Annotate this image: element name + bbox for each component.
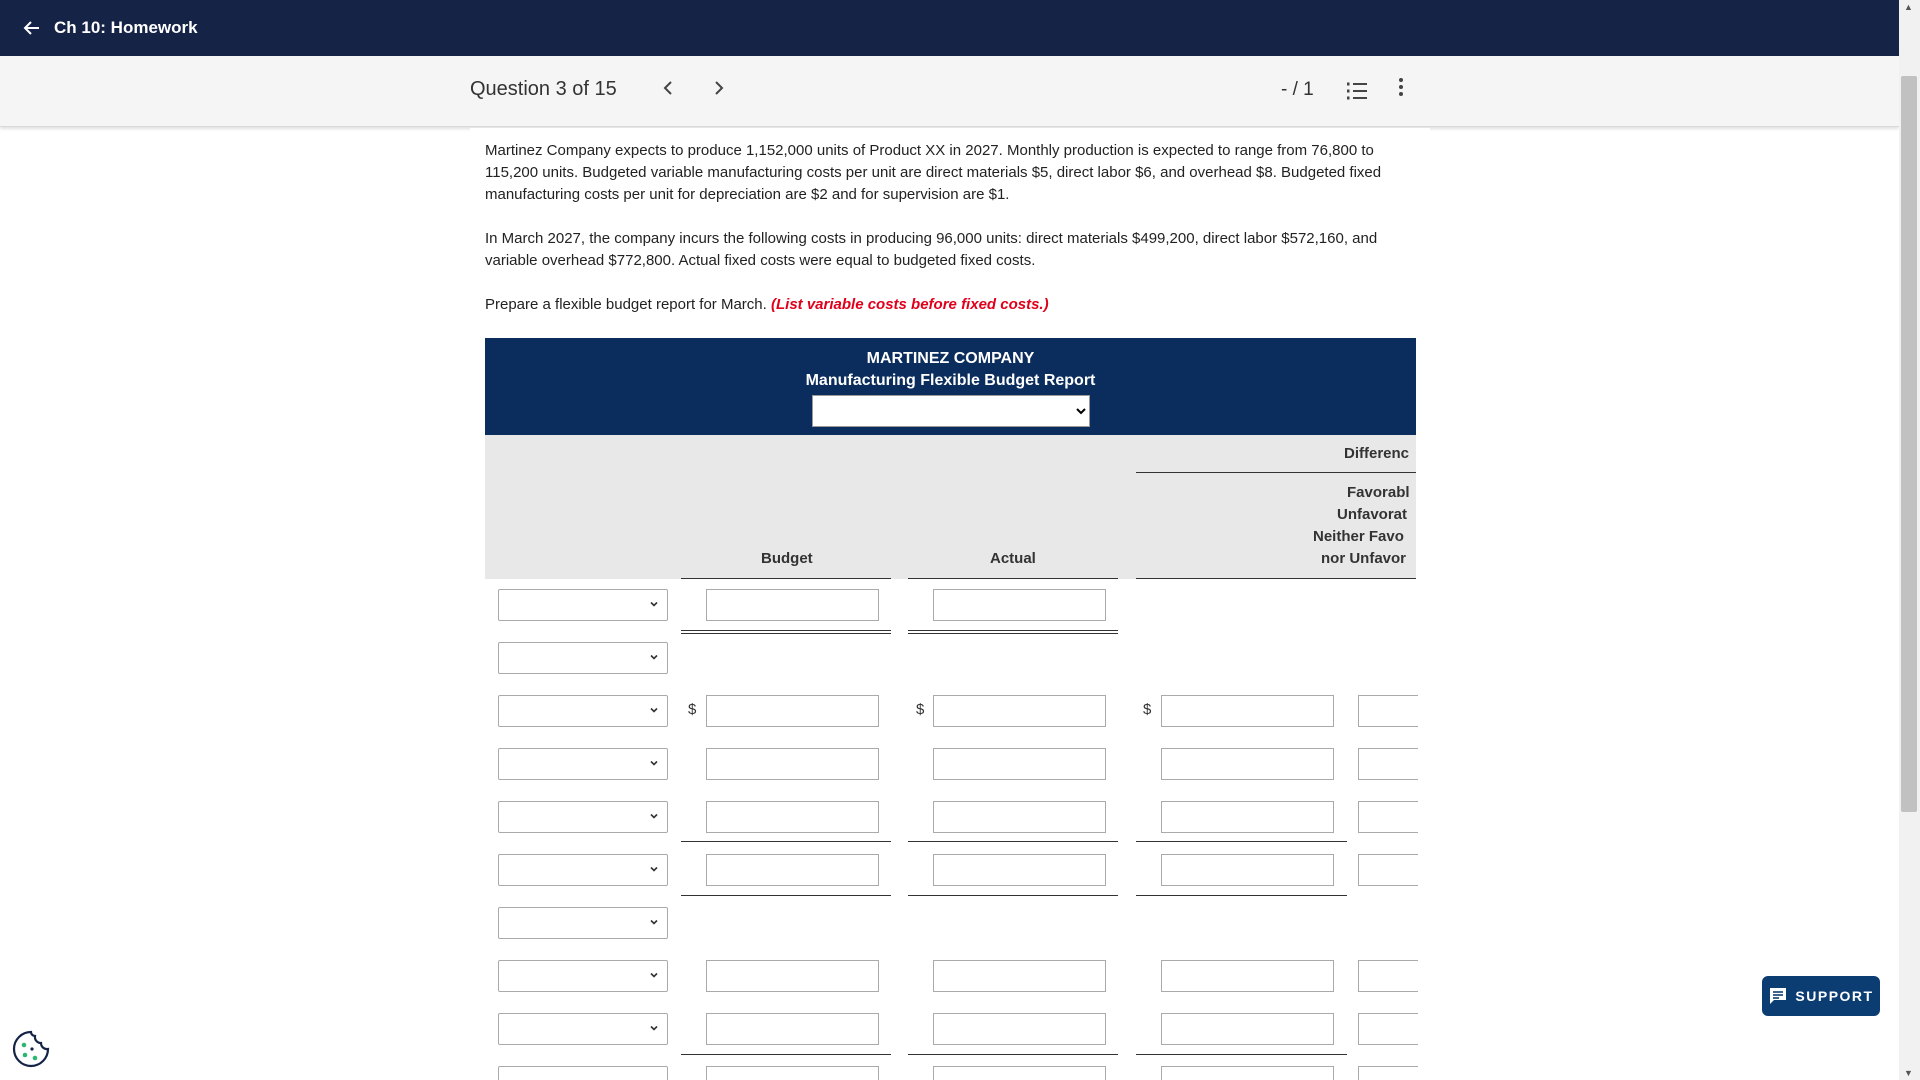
column-fav-line3: Neither Favo xyxy=(1313,528,1404,545)
row-9-difference-line xyxy=(1136,1054,1347,1055)
row-9-actual-input[interactable] xyxy=(933,1013,1106,1045)
problem-paragraph-1: Martinez Company expects to produce 1,152,000 units of Product XX in 2027. Monthly production is expected to range from 76,800 to 115,200 units. Budgeted variable manufacturing costs per unit are direct materials $5, direct labor $6, and overhead $8. Budgeted fixed manufacturing costs per unit for depreciation are $2 and for supervision are $1. xyxy=(485,142,1382,203)
report-header xyxy=(485,338,1416,435)
list-icon[interactable] xyxy=(1346,81,1368,101)
chevron-down-icon xyxy=(649,705,659,715)
row-4-budget-input[interactable] xyxy=(706,748,879,780)
row-8-label-select[interactable] xyxy=(498,960,668,992)
row-10-budget-input[interactable] xyxy=(706,1066,879,1080)
column-fav-line2: Unfavorat xyxy=(1337,506,1408,523)
row-6-actual-line xyxy=(908,895,1118,896)
row-1-actual-line-b xyxy=(908,633,1118,634)
row-5-actual-line xyxy=(908,841,1118,842)
report-company: MARTINEZ COMPANY xyxy=(866,350,1035,367)
currency-symbol: $ xyxy=(688,701,697,718)
period-select[interactable] xyxy=(812,395,1090,427)
row-1-label-select[interactable] xyxy=(498,589,668,621)
row-5-favorability-select[interactable] xyxy=(1358,801,1418,833)
row-4-favorability-select[interactable] xyxy=(1358,748,1418,780)
row-9-label-select[interactable] xyxy=(498,1013,668,1045)
row-5-actual-input[interactable] xyxy=(933,801,1106,833)
column-budget: Budget xyxy=(761,550,813,567)
page-scrollbar[interactable] xyxy=(1899,0,1920,1080)
problem-instruction: Prepare a flexible budget report for March. xyxy=(485,296,767,313)
report-title: Manufacturing Flexible Budget Report xyxy=(805,372,1096,389)
row-3-difference-input[interactable] xyxy=(1161,695,1334,727)
row-10-favorability-select[interactable] xyxy=(1358,1066,1418,1080)
chevron-left-icon[interactable] xyxy=(662,78,674,104)
chat-icon xyxy=(1768,986,1788,1006)
report-grid xyxy=(485,579,1416,1080)
row-9-favorability-select[interactable] xyxy=(1358,1013,1418,1045)
row-9-budget-line xyxy=(681,1054,891,1055)
currency-symbol: $ xyxy=(916,701,925,718)
chevron-right-icon[interactable] xyxy=(713,78,725,104)
row-1-actual-input[interactable] xyxy=(933,589,1106,621)
row-3-label-select[interactable] xyxy=(498,695,668,727)
row-4-difference-input[interactable] xyxy=(1161,748,1334,780)
support-button[interactable] xyxy=(1762,976,1880,1016)
row-6-favorability-select[interactable] xyxy=(1358,854,1418,886)
column-difference: Differenc xyxy=(1344,445,1410,462)
back-label: Ch 10: Homework xyxy=(54,18,198,37)
row-6-difference-line xyxy=(1136,895,1347,896)
scroll-up-icon[interactable]: ▲ xyxy=(1904,2,1913,12)
row-6-difference-input[interactable] xyxy=(1161,854,1334,886)
problem-paragraph-2: In March 2027, the company incurs the following costs in producing 96,000 units: direct materials $499,200, direct labor $572,160, and variable overhead $772,800. Actual fixed costs were equal to budgeted fixed costs. xyxy=(485,230,1378,269)
chevron-down-icon xyxy=(649,652,659,662)
row-1-budget-line-a xyxy=(681,630,891,631)
question-title: Question 3 of 15 xyxy=(470,78,617,100)
row-5-budget-input[interactable] xyxy=(706,801,879,833)
scroll-down-icon[interactable]: ▼ xyxy=(1904,1068,1913,1078)
row-6-label-select[interactable] xyxy=(498,854,668,886)
row-1-budget-line-b xyxy=(681,633,891,634)
row-8-budget-input[interactable] xyxy=(706,960,879,992)
row-9-difference-input[interactable] xyxy=(1161,1013,1334,1045)
row-1-budget-input[interactable] xyxy=(706,589,879,621)
scrollbar-thumb[interactable] xyxy=(1901,76,1917,812)
problem-note: (List variable costs before fixed costs.) xyxy=(771,296,1049,313)
column-fav-line4: nor Unfavor xyxy=(1321,550,1407,567)
support-label: SUPPORT xyxy=(1795,988,1874,1004)
row-6-budget-input[interactable] xyxy=(706,854,879,886)
more-vertical-icon[interactable] xyxy=(1398,76,1404,102)
question-bar xyxy=(0,56,1899,127)
row-3-budget-input[interactable] xyxy=(706,695,879,727)
row-4-label-select[interactable] xyxy=(498,748,668,780)
score-indicator: - / 1 xyxy=(1281,79,1314,100)
flexible-budget-report xyxy=(485,338,1416,1080)
row-4-actual-input[interactable] xyxy=(933,748,1106,780)
column-actual: Actual xyxy=(990,550,1036,567)
report-column-headers xyxy=(485,435,1416,579)
row-5-difference-line xyxy=(1136,841,1347,842)
row-7-label-select[interactable] xyxy=(498,907,668,939)
back-button[interactable] xyxy=(22,18,198,38)
row-2-label-select[interactable] xyxy=(498,642,668,674)
row-8-favorability-select[interactable] xyxy=(1358,960,1418,992)
arrow-left-icon xyxy=(22,18,42,38)
row-9-actual-line xyxy=(908,1054,1118,1055)
row-5-label-select[interactable] xyxy=(498,801,668,833)
currency-symbol: $ xyxy=(1143,701,1152,718)
row-6-budget-line xyxy=(681,895,891,896)
row-6-actual-input[interactable] xyxy=(933,854,1106,886)
row-5-difference-input[interactable] xyxy=(1161,801,1334,833)
row-8-actual-input[interactable] xyxy=(933,960,1106,992)
row-1-actual-line-a xyxy=(908,630,1118,631)
row-10-difference-input[interactable] xyxy=(1161,1066,1334,1080)
row-10-label-select[interactable] xyxy=(498,1066,668,1080)
cookie-icon[interactable] xyxy=(11,1029,51,1069)
row-3-favorability-select[interactable] xyxy=(1358,695,1418,727)
chevron-down-icon xyxy=(649,864,659,874)
chevron-down-icon xyxy=(649,1023,659,1033)
problem-text xyxy=(485,140,1420,338)
chevron-down-icon xyxy=(649,917,659,927)
row-9-budget-input[interactable] xyxy=(706,1013,879,1045)
chevron-down-icon xyxy=(649,758,659,768)
chevron-down-icon xyxy=(649,599,659,609)
row-8-difference-input[interactable] xyxy=(1161,960,1334,992)
difference-underline xyxy=(1136,472,1416,473)
chevron-down-icon xyxy=(649,811,659,821)
chevron-down-icon xyxy=(649,970,659,980)
row-10-actual-input[interactable] xyxy=(933,1066,1106,1080)
problem-instruction-line xyxy=(485,294,1420,316)
column-fav-line1: Favorabl xyxy=(1347,484,1410,501)
question-content xyxy=(470,128,1430,1080)
row-5-budget-line xyxy=(681,841,891,842)
top-bar xyxy=(0,0,1899,56)
row-3-actual-input[interactable] xyxy=(933,695,1106,727)
